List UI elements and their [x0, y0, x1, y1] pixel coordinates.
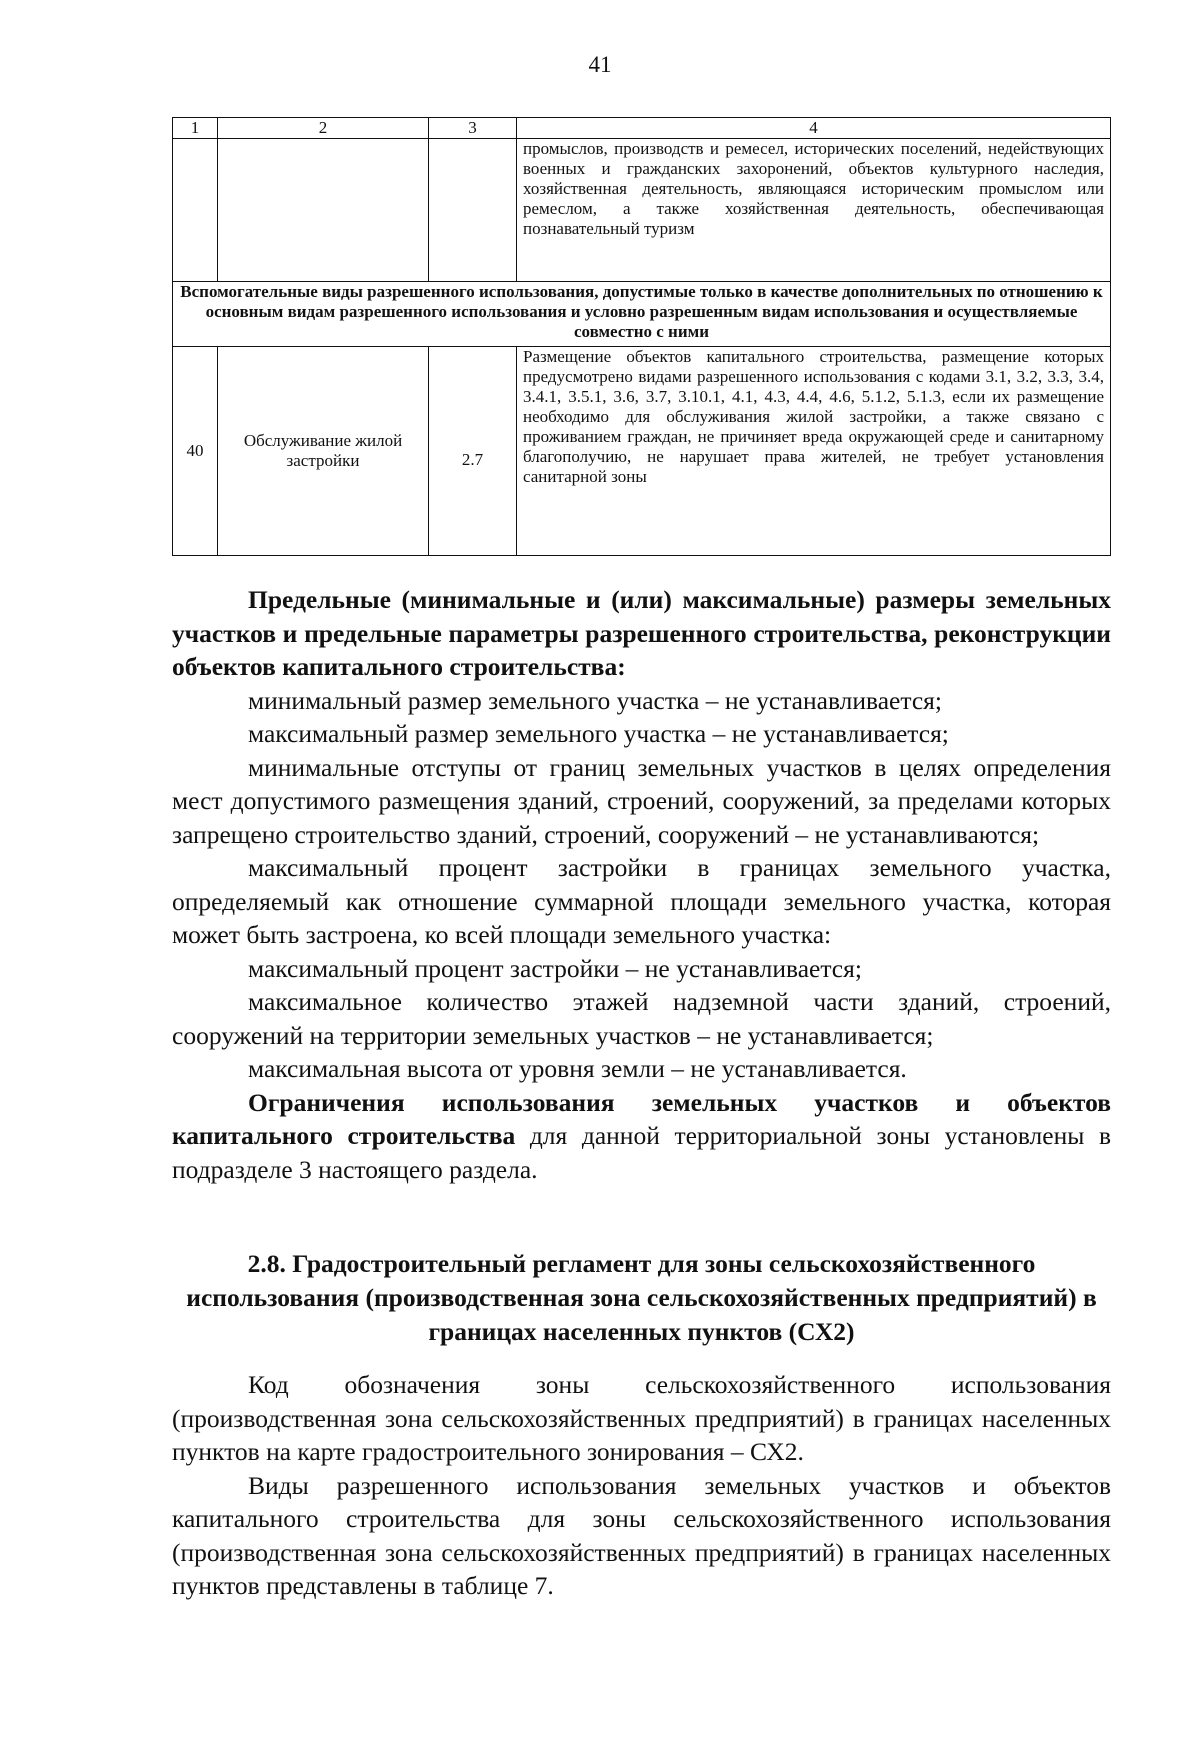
limit-item: минимальный размер земельного участка – не устанавливается; [248, 685, 942, 715]
section-paragraph: Виды разрешенного использования земельных участков и объектов капитального строительства для зоны сельскохозяйственного использования (производственная зона сельскохозяйственных предприятий) в границах населенных пунктов представлены в таблице 7. [172, 1470, 1111, 1600]
page-number: 41 [588, 52, 612, 77]
table-cell [429, 139, 517, 282]
limit-item: максимальный процент застройки в границах земельного участка, определяемый как отношение суммарной площади земельного участка, которая может быть застроена, ко всей площади земельного участка: [172, 853, 1111, 949]
header-cell: 3 [429, 118, 517, 139]
land-use-table [172, 117, 1111, 556]
section-paragraph: Код обозначения зоны сельскохозяйственного использования (производственная зона сельскохозяйственных предприятий) в границах населенных пунктов на карте градостроительного зонирования – СХ2. [172, 1370, 1111, 1466]
limits-heading: Предельные (минимальные и (или) максимальные) размеры земельных участков и предельные параметры разрешенного строительства, реконструкции объектов капитального строительства: [172, 585, 1111, 681]
restrictions-paragraph [172, 1086, 1111, 1187]
table-row [173, 139, 1111, 282]
table-cell [218, 139, 429, 282]
section-body [172, 1368, 1111, 1603]
use-name: Обслуживание жилой застройки [218, 347, 429, 556]
header-cell: 2 [218, 118, 429, 139]
limit-item: максимальная высота от уровня земли – не устанавливается. [248, 1054, 907, 1083]
header-cell: 1 [173, 118, 218, 139]
table-row [173, 347, 1111, 556]
auxiliary-use-subheader: Вспомогательные виды разрешенного использования, допустимые только в качестве дополнительных по отношению к основным видам разрешенного использования и условно разрешенным видам использования и осуществляемые совместно с ними [173, 282, 1111, 347]
restrictions-bold: Ограничения использования земельных участков и объектов капитального строительства [172, 1087, 1111, 1150]
header-cell: 4 [517, 118, 1111, 139]
section-heading: 2.8. Градостроительный регламент для зоны сельскохозяйственного использования (производственная зона сельскохозяйственных предприятий) в границах населенных пунктов (СХ2) [186, 1249, 1097, 1346]
restrictions-text: для данной территориальной зоны установлены в подразделе 3 настоящего раздела. [172, 1121, 1112, 1184]
row-number: 40 [173, 347, 218, 556]
limit-item: максимальное количество этажей надземной части зданий, строений, сооружений на территории земельных участков – не устанавливается; [172, 987, 1111, 1050]
use-description: Размещение объектов капитального строительства, размещение которых предусмотрено видами разрешенного использования с кодами 3.1, 3.2, 3.3, 3.4, 3.4.1, 3.5.1, 3.6, 3.7, 3.10.1, 4.1, 4.3, 4.4, 4.6, 5.1.2, 5.1.3, если их размещение необходимо для обслуживания жилой застройки, а также связано с проживанием граждан, не причиняет вреда окружающей среде и санитарному благополучию, не нарушает права жителей, не требует установления санитарной зоны [517, 347, 1111, 556]
limit-item: максимальный процент застройки – не устанавливается; [248, 953, 862, 983]
table-subheader-row [173, 282, 1111, 347]
table-cell [173, 139, 218, 282]
limits-block [172, 583, 1111, 1186]
continuation-cell: промыслов, производств и ремесел, исторических поселений, недействующих военных и гражданских захоронений, объектов культурного наследия, хозяйственная деятельность, являющаяся историческим промыслом или ремеслом, а также хозяйственная деятельность, обеспечивающая познавательный туризм [517, 139, 1111, 282]
limit-item: минимальные отступы от границ земельных участков в целях определения мест допустимого размещения зданий, строений, сооружений, за пределами которых запрещено строительство зданий, строений, сооружений – не устанавливаются; [172, 752, 1111, 849]
limit-item: максимальный размер земельного участка – не устанавливается; [248, 719, 949, 748]
use-code: 2.7 [429, 347, 517, 556]
table-header-row [173, 118, 1111, 139]
